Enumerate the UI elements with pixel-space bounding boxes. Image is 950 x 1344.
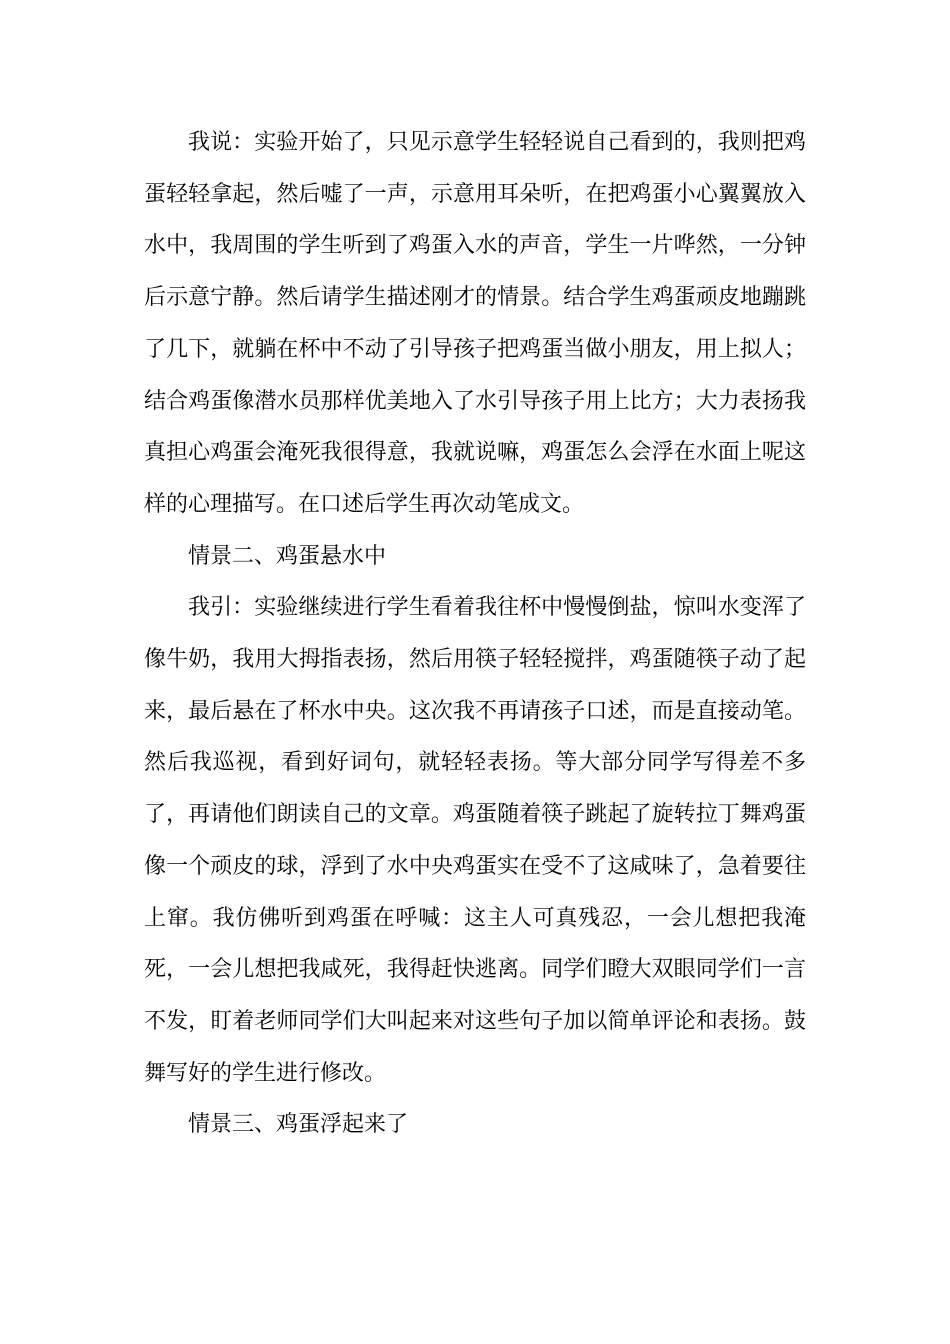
paragraph-experiment-continue: 我引：实验继续进行学生看着我往杯中慢慢倒盐，惊叫水变浑了像牛奶，我用大拇指表扬，然后用筷子轻轻搅拌，鸡蛋随筷子动了起来，最后悬在了杯水中央。这次我不再请孩子口述，而是直接动笔。然后我巡视，看到好词句，就轻轻表扬。等大部分同学写得差不多了，再请他们朗读自己的文章。鸡蛋随着筷子跳起了旋转拉丁舞鸡蛋像一个顽皮的球，浮到了水中央鸡蛋实在受不了这咸味了，急着要往上窜。我仿佛听到鸡蛋在呼喊：这主人可真残忍，一会儿想把我淹死，一会儿想把我咸死，我得赶快逃离。同学们瞪大双眼同学们一言不发，盯着老师同学们大叫起来对这些句子加以简单评论和表扬。鼓舞写好的学生进行修改。 — [144, 595, 806, 1086]
section-heading-scene-three: 情景三、鸡蛋浮起来了 — [188, 1112, 409, 1138]
section-heading-scene-two: 情景二、鸡蛋悬水中 — [188, 543, 387, 569]
document-page — [144, 117, 806, 1151]
paragraph-experiment-start: 我说：实验开始了，只见示意学生轻轻说自己看到的，我则把鸡蛋轻轻拿起，然后嘘了一声，示意用耳朵听，在把鸡蛋小心翼翼放入水中，我周围的学生听到了鸡蛋入水的声音，学生一片哗然，一分钟后示意宁静。然后请学生描述刚才的情景。结合学生鸡蛋顽皮地蹦跳了几下，就躺在杯中不动了引导孩子把鸡蛋当做小朋友，用上拟人；结合鸡蛋像潜水员那样优美地入了水引导孩子用上比方；大力表扬我真担心鸡蛋会淹死我很得意，我就说嘛，鸡蛋怎么会浮在水面上呢这样的心理描写。在口述后学生再次动笔成文。 — [144, 130, 806, 517]
